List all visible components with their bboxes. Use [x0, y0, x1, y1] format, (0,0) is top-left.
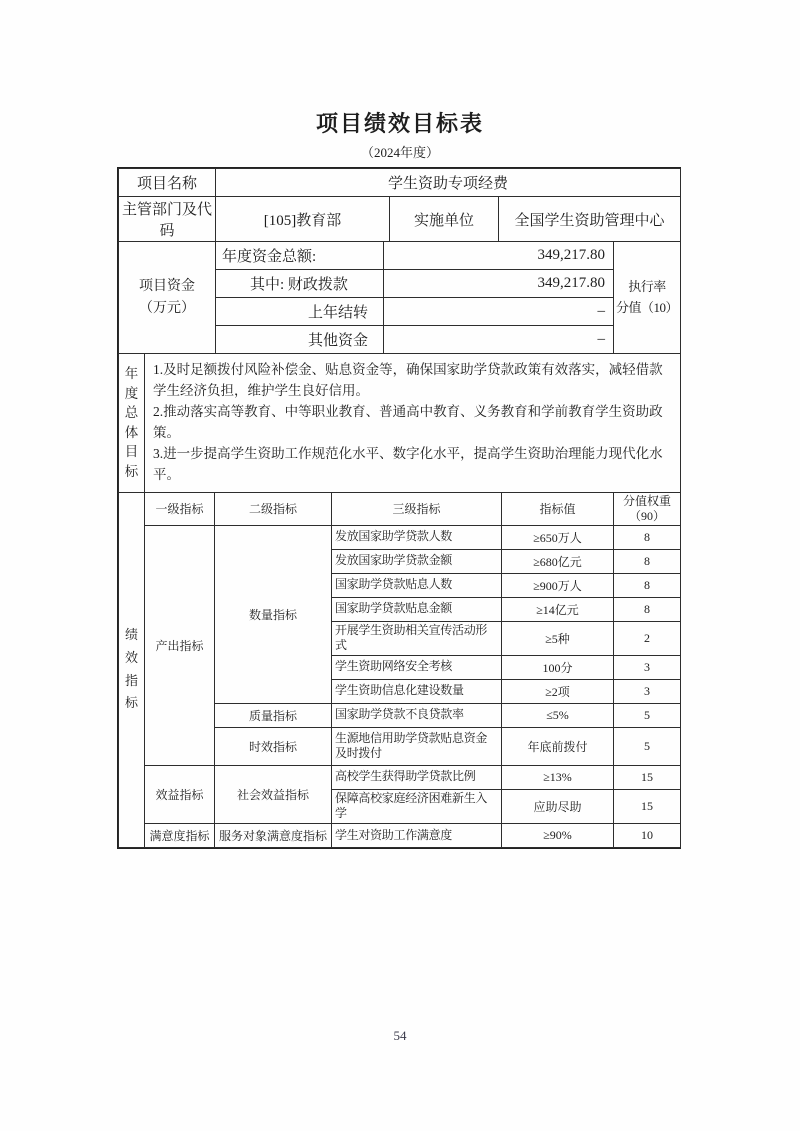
funding-table [118, 241, 681, 354]
performance-target-form [117, 167, 681, 849]
weight-cell: 3 [614, 679, 681, 703]
page-number: 54 [393, 1028, 407, 1043]
funding-side-label-line1: 项目资金 [139, 278, 195, 294]
funding-fiscal-value: 349,217.80 [384, 270, 614, 298]
level2-cell-quality: 质量指标 [215, 703, 332, 727]
page-subtitle: （2024年度） [360, 145, 439, 160]
funding-other-value: – [384, 326, 614, 354]
target-cell: 应助尽助 [502, 789, 614, 823]
target-cell: ≤5% [502, 703, 614, 727]
level1-cell-satisfaction: 满意度指标 [145, 823, 215, 847]
annual-goal-text-cell [145, 354, 681, 493]
indicators-side-cell [119, 492, 145, 847]
weight-cell: 15 [614, 765, 681, 789]
target-cell: ≥900万人 [502, 573, 614, 597]
target-cell: 100分 [502, 655, 614, 679]
level3-cell: 生源地信用助学贷款贴息资金及时拨付 [332, 727, 502, 765]
weight-cell: 8 [614, 597, 681, 621]
weight-cell: 8 [614, 573, 681, 597]
project-name-label: 项目名称 [119, 169, 216, 197]
level2-cell-social-benefit: 社会效益指标 [215, 765, 332, 823]
weight-cell: 3 [614, 655, 681, 679]
col-header-target: 指标值 [502, 492, 614, 525]
level3-cell: 学生资助信息化建设数量 [332, 679, 502, 703]
target-cell: ≥5种 [502, 621, 614, 655]
weight-cell: 15 [614, 789, 681, 823]
annual-goal-row [119, 354, 681, 493]
target-cell: ≥650万人 [502, 525, 614, 549]
col-header-level3: 三级指标 [332, 492, 502, 525]
level3-cell: 高校学生获得助学贷款比例 [332, 765, 502, 789]
funding-row [119, 242, 681, 270]
annual-goal-side-cell [119, 354, 145, 493]
level3-cell: 国家助学贷款不良贷款率 [332, 703, 502, 727]
level2-cell-service-satisfaction: 服务对象满意度指标 [215, 823, 332, 847]
level3-cell: 国家助学贷款贴息金额 [332, 597, 502, 621]
weight-cell: 5 [614, 727, 681, 765]
annual-goal-table [118, 353, 681, 493]
level1-cell-output: 产出指标 [145, 525, 215, 765]
execution-rate-line2: 分值（10） [615, 299, 678, 315]
funding-carryover-value: – [384, 298, 614, 326]
indicator-row [119, 823, 681, 847]
annual-goal-side-label: 年度总体目标 [124, 366, 139, 479]
weight-cell: 8 [614, 549, 681, 573]
level3-cell: 国家助学贷款贴息人数 [332, 573, 502, 597]
indicator-row [119, 525, 681, 549]
annual-goal-line-1: 1.及时足额拨付风险补偿金、贴息资金等，确保国家助学贷款政策有效落实，减轻借款学生经济负担，维护学生良好信用。 [153, 362, 663, 398]
target-cell: ≥14亿元 [502, 597, 614, 621]
weight-cell: 5 [614, 703, 681, 727]
level2-cell-timeliness: 时效指标 [215, 727, 332, 765]
level3-cell: 开展学生资助相关宣传活动形式 [332, 621, 502, 655]
weight-cell: 8 [614, 525, 681, 549]
department-label: 主管部门及代码 [119, 197, 216, 242]
funding-carryover-label: 上年结转 [216, 298, 384, 326]
funding-total-value: 349,217.80 [384, 242, 614, 270]
project-name-row [119, 169, 681, 197]
target-cell: 年底前拨付 [502, 727, 614, 765]
target-cell: ≥13% [502, 765, 614, 789]
annual-goal-line-3: 3.进一步提高学生资助工作规范化水平、数字化水平，提高学生资助治理能力现代化水平。 [153, 445, 663, 482]
indicator-row [119, 765, 681, 789]
level2-cell-quantity: 数量指标 [215, 525, 332, 703]
execution-rate-line1: 执行率 [628, 278, 666, 294]
annual-goal-line-2: 2.推动落实高等教育、中等职业教育、普通高中教育、义务教育和学前教育学生资助政策。 [153, 403, 663, 440]
funding-other-label: 其他资金 [216, 326, 384, 354]
target-cell: ≥680亿元 [502, 549, 614, 573]
weight-cell: 10 [614, 823, 681, 847]
implement-unit-value: 全国学生资助管理中心 [499, 197, 681, 242]
target-cell: ≥2项 [502, 679, 614, 703]
col-header-level2: 二级指标 [215, 492, 332, 525]
weight-cell: 2 [614, 621, 681, 655]
project-info-table [118, 168, 681, 242]
level3-cell: 学生资助网络安全考核 [332, 655, 502, 679]
level1-cell-benefit: 效益指标 [145, 765, 215, 823]
level3-cell: 学生对资助工作满意度 [332, 823, 502, 847]
indicators-table [118, 492, 681, 848]
col-header-level1: 一级指标 [145, 492, 215, 525]
page-title: 项目绩效目标表 [315, 111, 484, 136]
department-value: [105]教育部 [216, 197, 390, 242]
department-row [119, 197, 681, 242]
col-header-weight-line2: （90） [628, 508, 665, 523]
col-header-weight-line1: 分值权重 [622, 493, 671, 508]
col-header-weight [614, 492, 681, 525]
implement-unit-label: 实施单位 [390, 197, 499, 242]
level3-cell: 发放国家助学贷款人数 [332, 525, 502, 549]
target-cell: ≥90% [502, 823, 614, 847]
level3-cell: 发放国家助学贷款金额 [332, 549, 502, 573]
funding-side-label [119, 242, 216, 354]
level3-cell: 保障高校家庭经济困难新生入学 [332, 789, 502, 823]
funding-side-label-line2: （万元） [139, 300, 195, 316]
funding-total-label: 年度资金总额: [216, 242, 384, 270]
indicators-header-row [119, 492, 681, 525]
project-name-value: 学生资助专项经费 [216, 169, 681, 197]
execution-rate-score-label [614, 242, 681, 354]
funding-fiscal-label: 其中: 财政拨款 [216, 270, 384, 298]
indicators-side-label: 绩效指标 [125, 627, 139, 711]
